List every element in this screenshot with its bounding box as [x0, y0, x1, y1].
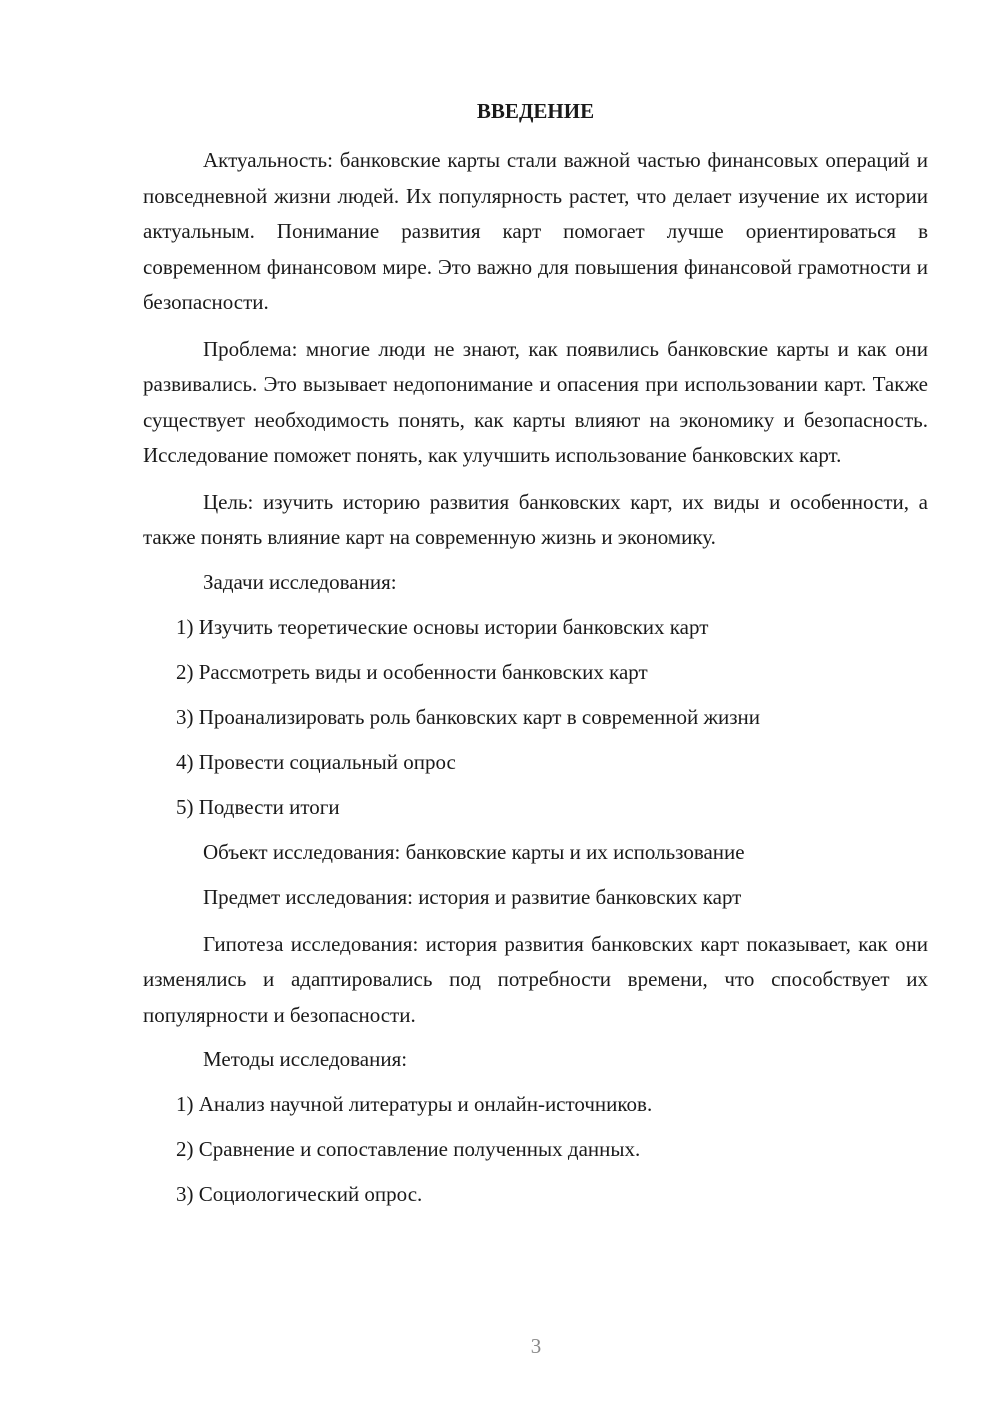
- method-item: 1) Анализ научной литературы и онлайн-источников.: [176, 1092, 653, 1116]
- research-object: Объект исследования: банковские карты и их использование: [203, 839, 745, 864]
- tasks-heading: Задачи исследования:: [203, 569, 397, 594]
- document-body: [143, 96, 928, 1224]
- task-item: 3) Проанализировать роль банковских карт в современной жизни: [176, 704, 761, 729]
- relevance-paragraph: Актуальность: банковские карты стали важной частью финансовых операций и повседневной жизни людей. Их популярность растет, что делает изучение их истории актуальным. Понимание развития карт помогает лучше ориентироваться в современном финансовом мире. Это важно для повышения финансовой грамотности и безопасности.: [143, 148, 928, 314]
- goal-paragraph: Цель: изучить историю развития банковских карт, их виды и особенности, а также понять влияние карт на современную жизнь и экономику.: [143, 489, 928, 549]
- task-item: 5) Подвести итоги: [176, 794, 340, 819]
- method-item: 2) Сравнение и сопоставление полученных данных.: [176, 1137, 641, 1161]
- hypothesis-paragraph: Гипотеза исследования: история развития банковских карт показывает, как они изменялись и адаптировались под потребности времени, что способствует их популярности и безопасности.: [143, 931, 928, 1027]
- task-item: 2) Рассмотреть виды и особенности банковских карт: [176, 659, 648, 684]
- page-number: 3: [530, 1334, 542, 1358]
- research-subject: Предмет исследования: история и развитие банковских карт: [203, 884, 742, 909]
- problem-paragraph: Проблема: многие люди не знают, как появились банковские карты и как они развивались. Это вызывает недопонимание и опасения при использовании карт. Также существует необходимость понять, как карты влияют на экономику и безопасность. Исследование поможет понять, как улучшить использование банковских карт.: [143, 336, 928, 467]
- methods-heading: Методы исследования:: [203, 1047, 408, 1071]
- method-item: 3) Социологический опрос.: [176, 1182, 423, 1206]
- task-item: 1) Изучить теоретические основы истории банковских карт: [176, 614, 709, 639]
- section-title: ВВЕДЕНИЕ: [476, 99, 595, 123]
- task-item: 4) Провести социальный опрос: [176, 749, 456, 774]
